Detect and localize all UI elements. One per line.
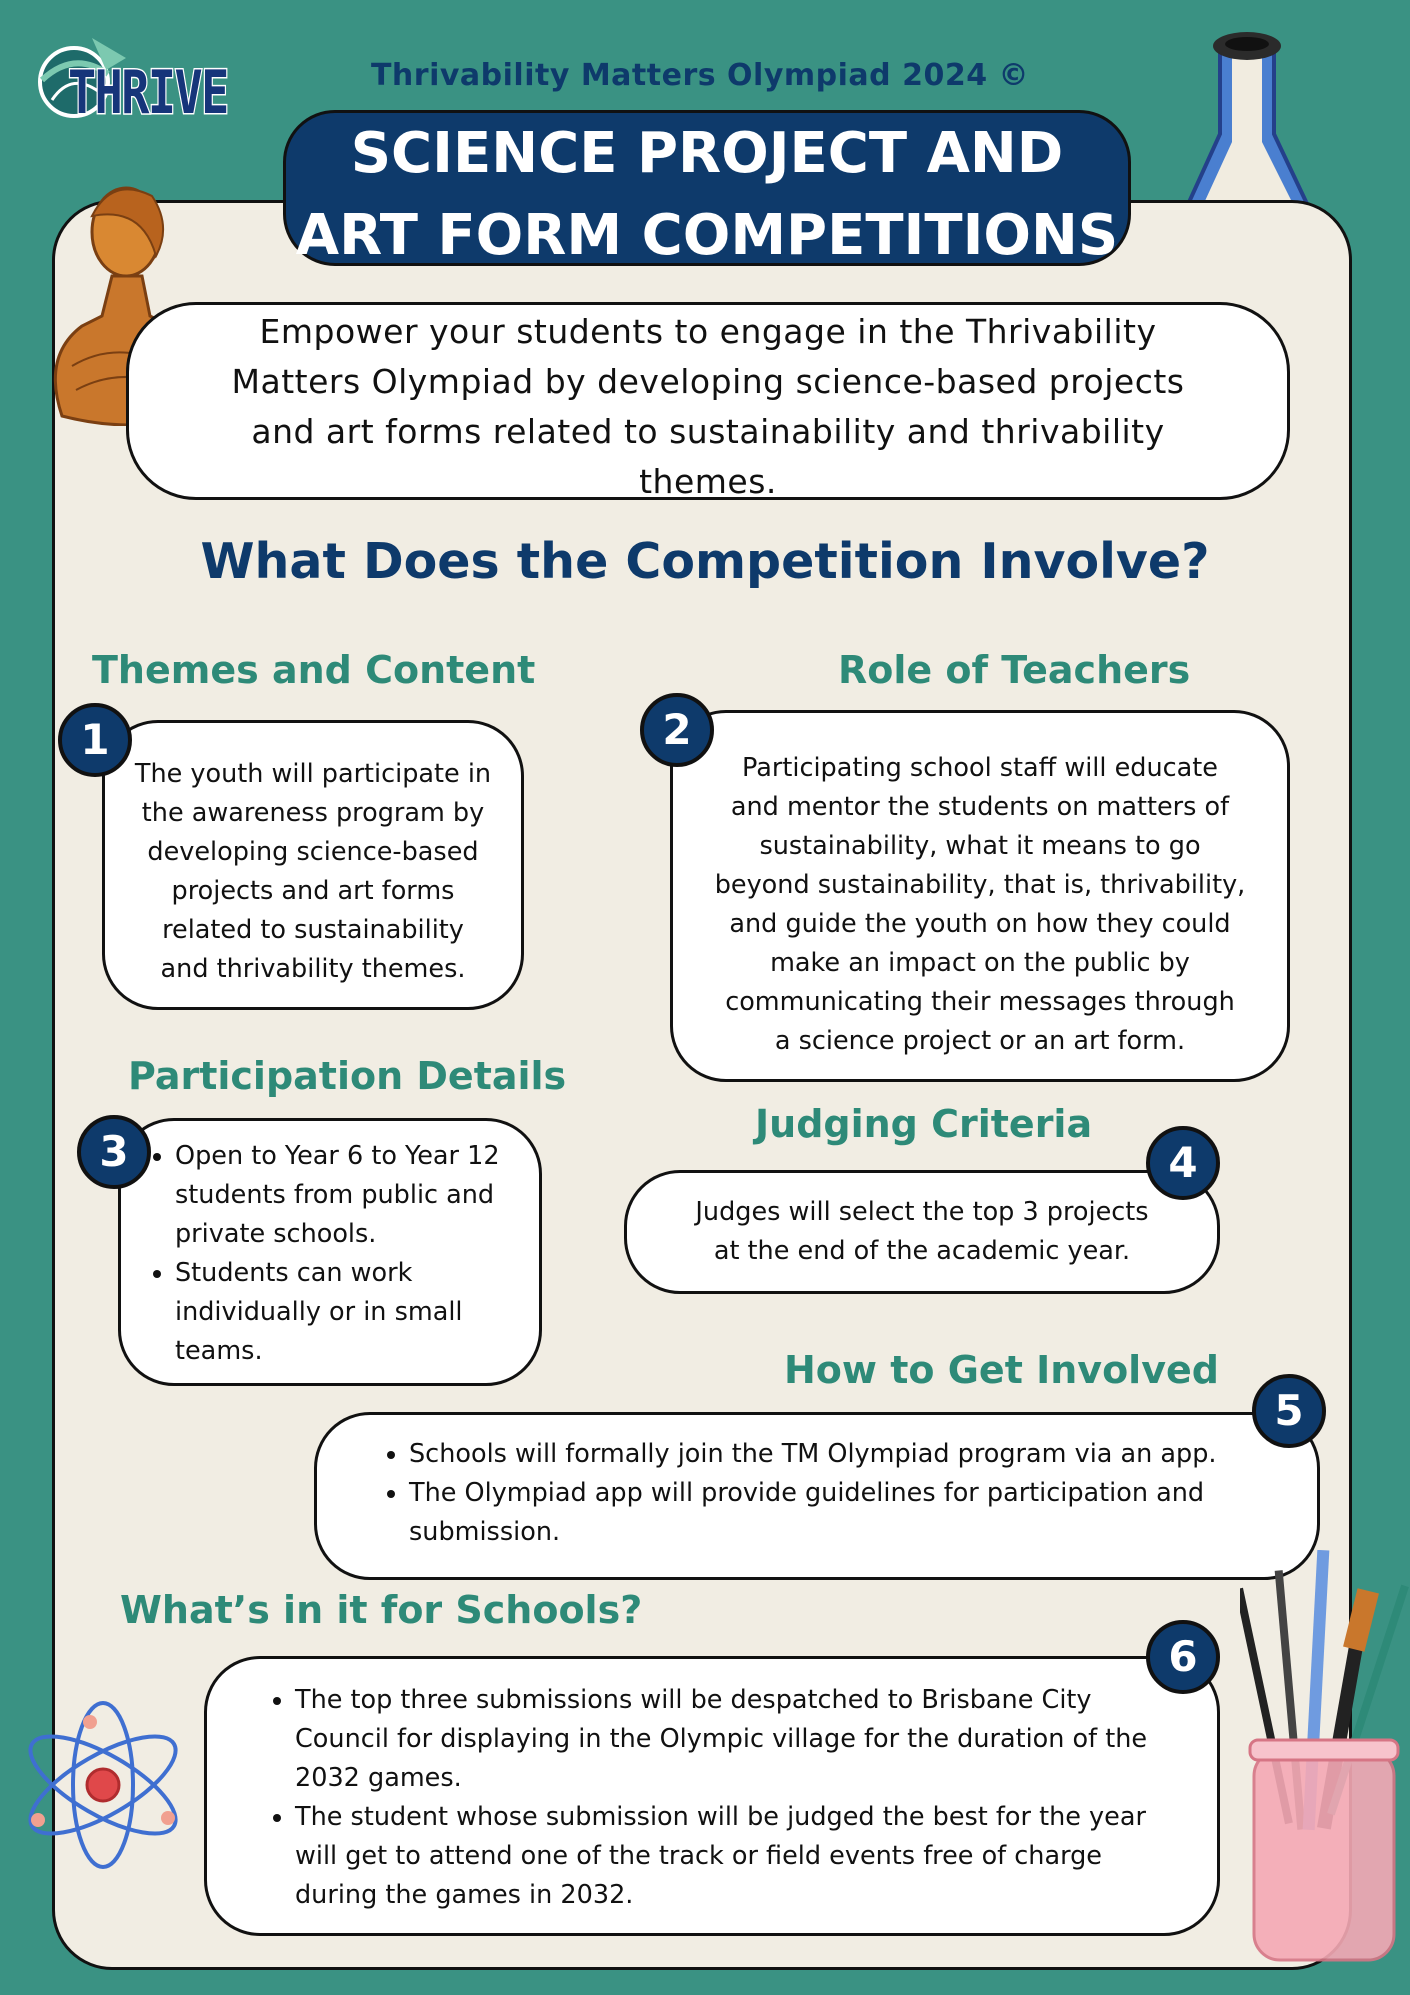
judging-line: Judges will select the top 3 projects xyxy=(695,1197,1149,1227)
teachers-card xyxy=(670,710,1290,1082)
title-line-1: SCIENCE PROJECT AND xyxy=(350,121,1064,186)
number-badge-5: 5 xyxy=(1252,1374,1326,1448)
number-badge-1: 1 xyxy=(58,703,132,777)
schools-heading: What’s in it for Schools? xyxy=(120,1588,643,1632)
teachers-line: Participating school staff will educate xyxy=(742,753,1218,783)
main-question-heading: What Does the Competition Involve? xyxy=(200,533,1210,590)
number-badge-3: 3 xyxy=(77,1115,151,1189)
judging-heading: Judging Criteria xyxy=(755,1102,1093,1146)
participation-heading: Participation Details xyxy=(128,1054,567,1098)
page-title xyxy=(283,110,1131,266)
schools-card xyxy=(204,1656,1220,1936)
themes-line: the awareness program by xyxy=(141,798,485,828)
themes-line: The youth will participate in xyxy=(134,759,492,789)
themes-line: developing science-based xyxy=(147,837,479,867)
teachers-line: a science project or an art form. xyxy=(774,1026,1186,1056)
teachers-line: sustainability, what it means to go xyxy=(759,831,1201,861)
teachers-heading: Role of Teachers xyxy=(838,648,1191,692)
themes-heading: Themes and Content xyxy=(92,648,536,692)
schools-bullet: • The top three submissions will be despatched to Brisbane City Council for displaying in the Olympic village for the duration of the 2032 games. xyxy=(295,1681,1183,1798)
involved-heading: How to Get Involved xyxy=(784,1348,1219,1392)
themes-line: and thrivability themes. xyxy=(160,954,466,984)
participation-list xyxy=(147,1137,525,1371)
logo-text: THRIVE xyxy=(68,58,228,128)
teachers-line: make an impact on the public by xyxy=(770,948,1190,978)
olympiad-subtitle: Thrivability Matters Olympiad 2024 © xyxy=(370,58,1030,93)
themes-card xyxy=(102,720,524,1010)
number-badge-2: 2 xyxy=(640,693,714,767)
themes-line: related to sustainability xyxy=(162,915,464,945)
involved-list xyxy=(381,1435,1277,1552)
participation-bullet: • Students can work individually or in small teams. xyxy=(175,1254,525,1371)
title-line-2: ART FORM COMPETITIONS xyxy=(295,203,1119,268)
intro-line: and art forms related to sustainability and thrivability xyxy=(251,412,1165,451)
teachers-line: communicating their messages through xyxy=(725,987,1235,1017)
atom-illustration xyxy=(8,1690,198,1884)
intro-box xyxy=(126,302,1290,500)
involved-card xyxy=(314,1412,1320,1580)
intro-line: themes. xyxy=(639,462,777,501)
teachers-line: and guide the youth on how they could xyxy=(729,909,1231,939)
teachers-line: beyond sustainability, that is, thrivability, xyxy=(714,870,1246,900)
judging-card xyxy=(624,1170,1220,1294)
schools-list xyxy=(267,1681,1183,1915)
number-badge-4: 4 xyxy=(1146,1126,1220,1200)
involved-bullet: • Schools will formally join the TM Olympiad program via an app. xyxy=(409,1435,1277,1474)
paintbrush-jar-illustration xyxy=(1240,1550,1410,1984)
involved-bullet: • The Olympiad app will provide guidelines for participation and submission. xyxy=(409,1474,1277,1552)
intro-line: Empower your students to engage in the Thrivability xyxy=(259,312,1157,351)
number-badge-6: 6 xyxy=(1146,1620,1220,1694)
participation-bullet: • Open to Year 6 to Year 12 students from public and private schools. xyxy=(175,1137,525,1254)
participation-card xyxy=(118,1118,542,1386)
teachers-line: and mentor the students on matters of xyxy=(730,792,1230,822)
judging-line: at the end of the academic year. xyxy=(713,1236,1131,1266)
themes-line: projects and art forms xyxy=(171,876,455,906)
intro-line: Matters Olympiad by developing science-based projects xyxy=(231,362,1185,401)
schools-bullet: • The student whose submission will be judged the best for the year will get to attend one of the track or field events free of charge during the games in 2032. xyxy=(295,1798,1183,1915)
thrive-logo xyxy=(22,30,254,140)
